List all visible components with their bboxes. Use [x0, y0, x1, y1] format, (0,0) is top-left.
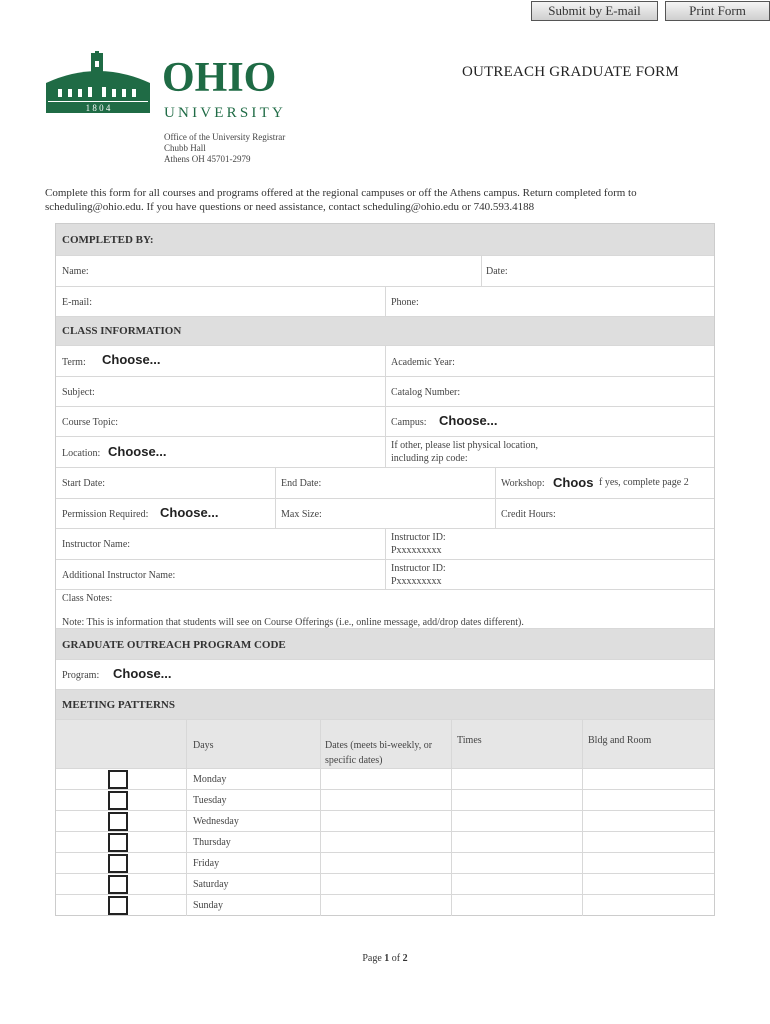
meeting-row-wednesday: [56, 811, 714, 832]
logo-wordmark: OHIO: [162, 55, 277, 101]
other-location-label: If other, please list physical location,: [391, 440, 539, 451]
instructor-id-label: Instructor ID:: [391, 532, 446, 543]
logo-seal-icon: [44, 51, 304, 123]
day-label: Wednesday: [193, 816, 239, 827]
day-label: Saturday: [193, 879, 229, 890]
location-label: Location:: [62, 448, 101, 459]
section-completed-by: [56, 224, 714, 256]
academic-year-label: Academic Year:: [391, 357, 455, 368]
credit-hours-label: Credit Hours:: [501, 509, 556, 520]
page-current: 1: [384, 953, 390, 964]
meeting-row-friday: [56, 853, 714, 874]
section-heading: GRADUATE OUTREACH PROGRAM CODE: [62, 639, 286, 651]
ohio-university-logo: [44, 51, 304, 128]
location-dropdown[interactable]: Choose...: [108, 444, 167, 459]
day-label: Thursday: [193, 837, 231, 848]
row-program: [56, 660, 714, 690]
row-name-date: [56, 256, 714, 287]
section-program-code: [56, 629, 714, 660]
meeting-row-thursday: [56, 832, 714, 853]
phone-label: Phone:: [391, 297, 419, 308]
row-email-phone: [56, 287, 714, 317]
row-dates-workshop: [56, 468, 714, 499]
meeting-row-monday: [56, 769, 714, 790]
day-label: Monday: [193, 774, 227, 785]
name-label: Name:: [62, 266, 89, 277]
logo-subtitle: UNIVERSITY: [164, 105, 286, 121]
page-total: 2: [402, 953, 408, 964]
row-class-notes: [56, 590, 714, 629]
times-column-header: Times: [457, 735, 482, 746]
bldg-room-column-header: Bldg and Room: [588, 735, 652, 746]
section-class-information: [56, 317, 714, 346]
workshop-dropdown[interactable]: Choos: [553, 475, 594, 490]
instructor-id-value: Pxxxxxxxxx: [391, 576, 442, 587]
instructor-id-value: Pxxxxxxxxx: [391, 545, 442, 556]
class-notes-label: Class Notes:: [62, 593, 113, 604]
additional-instructor-label: Additional Instructor Name:: [62, 570, 176, 581]
campus-label: Campus:: [391, 417, 427, 428]
date-label: Date:: [486, 266, 508, 277]
address-line: Office of the University Registrar: [164, 132, 286, 142]
catalog-number-label: Catalog Number:: [391, 387, 461, 398]
end-date-label: End Date:: [281, 478, 322, 489]
dates-column-header: specific dates): [325, 755, 383, 766]
registrar-address: [164, 132, 285, 165]
logo-year: 1 8 0 4: [85, 103, 111, 113]
thursday-checkbox[interactable]: [108, 833, 128, 852]
workshop-note: f yes, complete page 2: [599, 477, 689, 488]
saturday-checkbox[interactable]: [108, 875, 128, 894]
instructor-name-label: Instructor Name:: [62, 539, 131, 550]
sunday-checkbox[interactable]: [108, 896, 128, 915]
meeting-row-sunday: [56, 895, 714, 916]
dates-column-header: Dates (meets bi-weekly, or: [325, 740, 433, 751]
submit-by-email-button[interactable]: Submit by E-mail: [531, 1, 658, 21]
address-line: Athens OH 45701-2979: [164, 154, 251, 164]
email-label: E-mail:: [62, 297, 92, 308]
page-number: [0, 953, 770, 964]
form-title: OUTREACH GRADUATE FORM: [462, 64, 679, 80]
day-label: Sunday: [193, 900, 223, 911]
friday-checkbox[interactable]: [108, 854, 128, 873]
outreach-form: [55, 223, 715, 916]
monday-checkbox[interactable]: [108, 770, 128, 789]
page-prefix: Page: [362, 953, 385, 964]
max-size-label: Max Size:: [281, 509, 322, 520]
day-label: Tuesday: [193, 795, 227, 806]
workshop-label: Workshop:: [501, 478, 545, 489]
term-label: Term:: [62, 357, 86, 368]
row-course-topic: [56, 407, 714, 437]
row-location: [56, 437, 714, 468]
meeting-row-saturday: [56, 874, 714, 895]
section-heading: COMPLETED BY:: [62, 234, 154, 246]
day-label: Friday: [193, 858, 220, 869]
row-permission: [56, 499, 714, 529]
row-term: [56, 346, 714, 377]
instructor-id-label: Instructor ID:: [391, 563, 446, 574]
course-topic-label: Course Topic:: [62, 417, 119, 428]
days-column-header: Days: [193, 740, 214, 751]
permission-label: Permission Required:: [62, 509, 149, 520]
start-date-label: Start Date:: [62, 478, 106, 489]
wednesday-checkbox[interactable]: [108, 812, 128, 831]
print-form-button[interactable]: Print Form: [665, 1, 770, 21]
class-notes-note: Note: This is information that students will see on Course Offerings (i.e., online message, add/drop dates different).: [62, 617, 524, 628]
program-dropdown[interactable]: Choose...: [113, 666, 172, 681]
row-instructor: [56, 529, 714, 560]
address-line: Chubb Hall: [164, 143, 206, 153]
section-meeting-patterns: [56, 690, 714, 720]
page-of: of: [389, 953, 403, 964]
section-heading: CLASS INFORMATION: [62, 325, 182, 337]
meeting-row-tuesday: [56, 790, 714, 811]
permission-dropdown[interactable]: Choose...: [160, 505, 219, 520]
tuesday-checkbox[interactable]: [108, 791, 128, 810]
program-label: Program:: [62, 670, 100, 681]
row-additional-instructor: [56, 560, 714, 590]
row-subject: [56, 377, 714, 407]
subject-label: Subject:: [62, 387, 95, 398]
term-dropdown[interactable]: Choose...: [102, 352, 161, 367]
other-location-label: including zip code:: [391, 453, 468, 464]
intro-text: Complete this form for all courses and programs offered at the regional campuses or off the Athens campus. Return completed form to scheduling@ohio.edu. If you have questions or need assistance, contact scheduling@ohio.edu or 740.593.4188: [45, 187, 637, 213]
campus-dropdown[interactable]: Choose...: [439, 413, 498, 428]
section-heading: MEETING PATTERNS: [62, 699, 175, 711]
meeting-table-header: [56, 720, 714, 769]
